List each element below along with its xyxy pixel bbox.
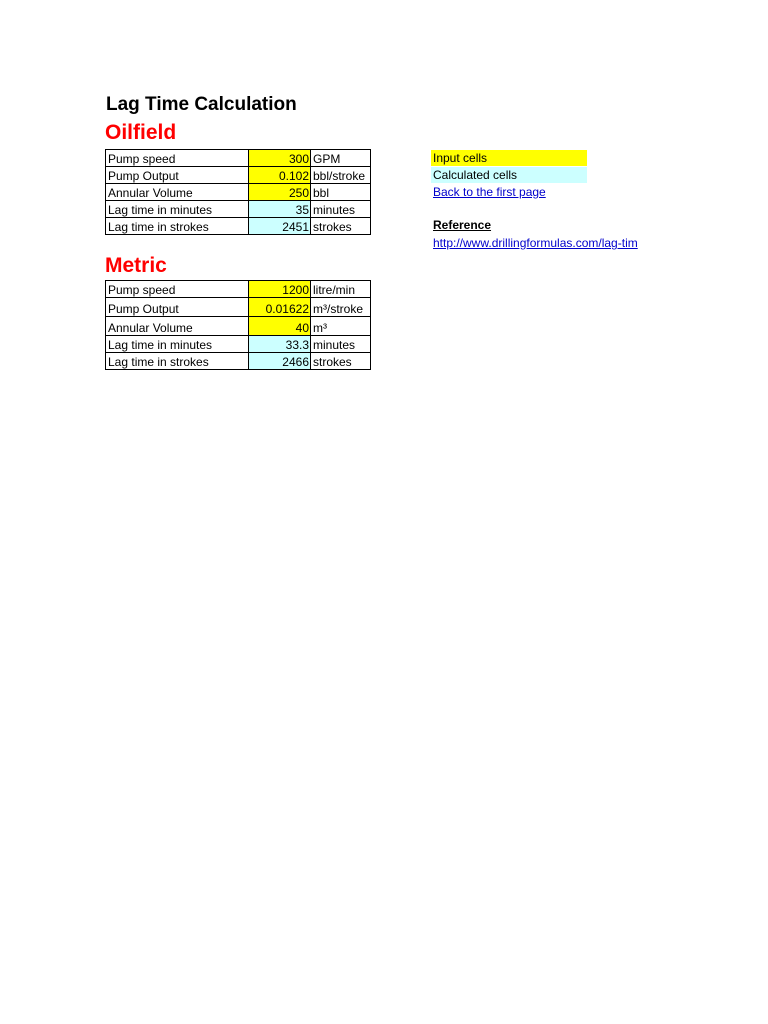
row-label: Pump speed (106, 281, 249, 298)
oilfield-heading: Oilfield (105, 121, 177, 144)
row-label: Lag time in minutes (106, 201, 249, 218)
calculated-cell: 33.3 (249, 336, 311, 353)
table-row (106, 336, 371, 353)
metric-table (105, 280, 371, 370)
row-label: Lag time in strokes (106, 353, 249, 370)
unit-cell: m³/stroke (311, 298, 371, 317)
table-row (106, 298, 371, 317)
unit-cell: minutes (311, 201, 371, 218)
input-cell[interactable]: 0.01622 (249, 298, 311, 317)
calculated-cell: 2451 (249, 218, 311, 235)
unit-cell: bbl/stroke (311, 167, 371, 184)
metric-heading: Metric (105, 254, 167, 277)
unit-cell: bbl (311, 184, 371, 201)
table-row (106, 317, 371, 336)
input-cell[interactable]: 0.102 (249, 167, 311, 184)
page-title: Lag Time Calculation (106, 94, 297, 115)
table-row (106, 218, 371, 235)
row-label: Annular Volume (106, 184, 249, 201)
row-label: Pump speed (106, 150, 249, 167)
row-label: Annular Volume (106, 317, 249, 336)
row-label: Pump Output (106, 167, 249, 184)
row-label: Lag time in minutes (106, 336, 249, 353)
legend-input-cells: Input cells (431, 150, 587, 166)
table-row (106, 184, 371, 201)
row-label: Lag time in strokes (106, 218, 249, 235)
calculated-cell: 2466 (249, 353, 311, 370)
reference-heading: Reference (433, 218, 492, 232)
input-cell[interactable]: 250 (249, 184, 311, 201)
table-row (106, 353, 371, 370)
reference-url-link[interactable]: http://www.drillingformulas.com/lag-tim (433, 236, 638, 250)
input-cell[interactable]: 1200 (249, 281, 311, 298)
table-row (106, 201, 371, 218)
unit-cell: litre/min (311, 281, 371, 298)
back-to-first-page-link[interactable]: Back to the first page (433, 185, 546, 199)
input-cell[interactable]: 40 (249, 317, 311, 336)
unit-cell: m³ (311, 317, 371, 336)
table-row (106, 281, 371, 298)
unit-cell: GPM (311, 150, 371, 167)
table-row (106, 150, 371, 167)
row-label: Pump Output (106, 298, 249, 317)
unit-cell: strokes (311, 218, 371, 235)
unit-cell: strokes (311, 353, 371, 370)
table-row (106, 167, 371, 184)
legend-calculated-cells: Calculated cells (431, 167, 587, 183)
calculated-cell: 35 (249, 201, 311, 218)
unit-cell: minutes (311, 336, 371, 353)
oilfield-table (105, 149, 371, 235)
input-cell[interactable]: 300 (249, 150, 311, 167)
